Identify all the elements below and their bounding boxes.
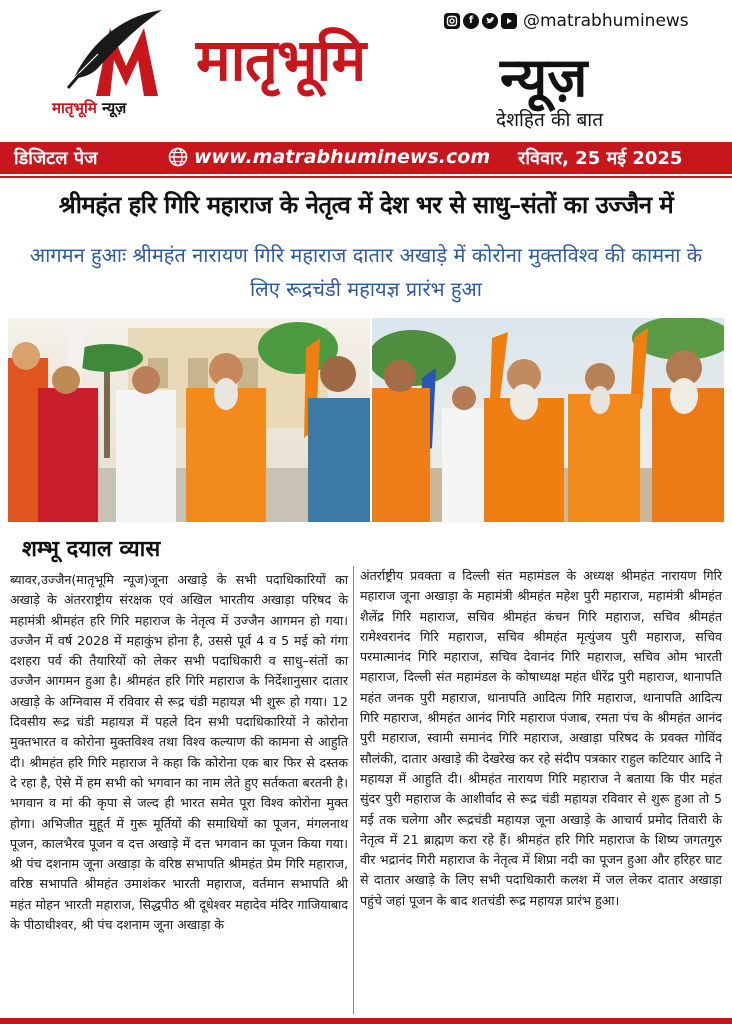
news-photo-left (8, 318, 370, 522)
masthead (0, 0, 732, 142)
brand-news: न्यूज़ (500, 45, 588, 109)
website-url[interactable]: www.matrabhuminews.com (194, 146, 491, 168)
quill-m-logo-icon (58, 8, 178, 100)
brand-title: मातृभूमि (196, 26, 366, 94)
logo-caption (52, 98, 126, 118)
social-handle[interactable]: @matrabhuminews (523, 11, 689, 31)
date-bar (0, 142, 732, 174)
column-divider (353, 566, 354, 1014)
globe-icon (168, 147, 188, 167)
tagline: देशहित की बात (496, 109, 604, 131)
logo-caption-dark: न्यूज़ (102, 99, 127, 117)
social-row (444, 10, 689, 32)
youtube-icon[interactable] (501, 13, 517, 29)
article-column-left: ब्यावर,उज्जैन(मातृभूमि न्यूज)जूना अखाड़े के सभी पदाधिकारियों का अखाड़े के अंतरराष्ट्रीय संरक्षक एवं अखिल भारतीय अखाड़ा परिषद के महामंत्री श्रीमहंत हरि गिरि महाराज के नेतृत्व में उज्जैन आगमन हो गया।उज्जैन में वर्ष 2028 में महाकुंभ होना है, उससे पूर्व 4 व 5 मई को गंगा दशहरा पर्व की तैयारियों को लेकर सभी पदाधिकारी व साधु–संतों का उज्जैन आगमन हुआ है। श्रीमहंत हरि गिरि महाराज के निर्देशानुसार दातार अखाड़े के अग्निवास में रविवार से रूद्र चंडी महायज्ञ भी शुरू हो गया। 12 दिवसीय रूद्र चंडी महायज्ञ में पहले दिन सभी पदाधिकारियों ने कोरोना मुक्तभारत व कोरोना मुक्तविश्व तथा विश्व कल्याण की कामना से आहुति दी। श्रीमहंत हरि गिरि महाराज ने कहा कि कोरोना एक बार फिर से दस्तक दे रहा है, ऐसे में हम सभी को भगवान का नाम लेते हुए सर्तकता बरतनी है। भगवान व मां की कृपा से जल्द ही भारत समेत पूरा विश्व कोरोना मुक्त होगा। अभिजीत मुहूर्त में गुरू मूर्तियों की समाधियों का पूजन, मंगलनाथ पूजन, कालभैरव पूजन व दत्त अखाड़े में दत्त भगवान का पूजन किया गया। श्री पंच दशनाम जूना अखाड़ा के वरिष्ठ सभापति श्रीमहंत प्रेम गिरि महाराज, वरिष्ठ सभापति श्रीमहंत उमाशंकर भारती महाराज, वर्तमान सभापति श्री महंत मोहन भारती महाराज, सिद्धपीठ श्री दूधेश्वर महादेव मंदिर गाजियाबाद के पीठाधीश्वर, श्री पंच दशनाम जूना अखाड़ा के (10, 572, 348, 933)
bottom-bar (0, 1018, 732, 1024)
divider (0, 176, 732, 178)
instagram-icon[interactable] (444, 13, 460, 29)
logo-mark (58, 8, 178, 100)
news-photo-right (372, 318, 724, 522)
issue-date: रविवार, 25 मई 2025 (518, 148, 683, 169)
byline: शम्भू दयाल व्यास (22, 536, 161, 562)
headline: श्रीमहंत हरि गिरि महाराज के नेतृत्व में देश भर से साधु–संतों का उज्जैन में (58, 190, 674, 219)
logo-caption-red: मातृभूमि (52, 99, 97, 117)
subheadline: आगमन हुआः श्रीमहंत नारायण गिरि महाराज दातार अखाड़े में कोरोना मुक्तविश्व की कामना के लिए रूद्रचंडी महायज्ञ प्रारंभ हुआ (29, 243, 703, 301)
website-link[interactable] (168, 146, 490, 168)
article-column-right: अंतर्राष्ट्रीय प्रवक्ता व दिल्ली संत महामंडल के अध्यक्ष श्रीमहंत नारायण गिरि महाराज जूना अखाड़ा के महामंत्री श्रीमहंत महेश पुरी महाराज, महामंत्री श्रीमहंत शैलेंद्र गिरि महाराज, सचिव श्रीमहंत कंचन गिरि महाराज, सचिव श्रीमहंत रामेश्वरानंद गिरि महाराज, सचिव श्रीमहंत मृत्युंजय पुरी महाराज, सचिव परमात्मानंद गिरि महाराज, सचिव देवानंद गिरि महाराज, सचिव ओम भारती महाराज, दिल्ली संत महामंडल के कोषाध्यक्ष महंत धीरेंद्र पुरी महाराज, थानापति महंत जनक पुरी महाराज, थानापति आदित्य गिरि महाराज, थानापति आदित्य गिरि महाराज, श्रीमहंत आनंद गिरि महाराज पंजाब, रमता पंच के श्रीमहंत आनंद पुरी महाराज, स्वामी समानंद गिरि महाराज, अखाड़ा परिषद के प्रवक्त गोविंद सौलंकी, दातार अखाड़े की देखरेख कर रहे संदीप पत्रकार राहुल कटियार आदि ने महायज्ञ में आहुति दी। श्रीमहंत नारायण गिरि महाराज ने बताया कि पीर महंत सुंदर पुरी महाराज के आशीर्वाद से रूद्र चंडी महायज्ञ रविवार से शुरू हुआ तो 5 मई तक चलेगा और रूद्रचंडी महायज्ञ जूना अखाड़े के आचार्य प्रमोद तिवारी के नेतृत्व में 21 ब्राह्मण करा रहे हैं। श्रीमहंत हरि गिरि महाराज के शिष्य जगतगुरु वीर भद्रानंद गिरी महाराज के नेतृत्व में शिप्रा नदी का पूजन हुआ और हरिहर घाट से दातार अखाड़े के लिए सभी पदाधिकारी कलश में जल लेकर दातार अखाड़ा पहुंचे जहां पूजन के बाद शतचंडी रूद्र महायज्ञ प्रारंभ हुआ। (360, 568, 722, 908)
twitter-icon[interactable] (482, 13, 498, 29)
page-label: डिजिटल पेज (14, 148, 98, 169)
facebook-icon[interactable]: f (463, 13, 479, 29)
